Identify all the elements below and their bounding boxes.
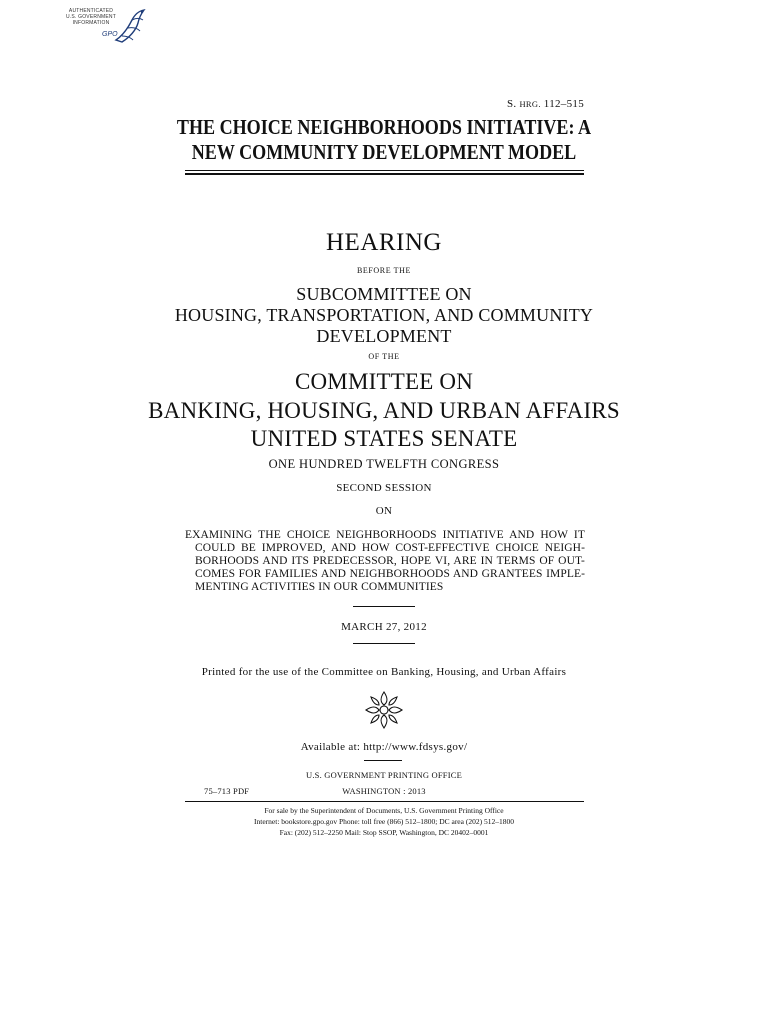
logo-line-1: AUTHENTICATED <box>68 8 114 14</box>
logo-line-3: INFORMATION <box>72 20 110 26</box>
subcommittee-line-3: DEVELOPMENT <box>316 326 452 346</box>
title-line-2: NEW COMMUNITY DEVELOPMENT MODEL <box>191 140 577 164</box>
hearing-prefix: S. <box>506 98 520 110</box>
session-label: SECOND SESSION <box>336 482 432 494</box>
pdf-number: 75–713 PDF <box>204 786 250 796</box>
senate-ornament-icon <box>364 690 404 730</box>
purpose-line-4: COMES FOR FAMILIES AND NEIGHBORHOODS AND GRANTEES IMPLE- <box>195 568 585 580</box>
sale-info-line-3: Fax: (202) 512–2250 Mail: Stop SSOP, Washington, DC 20402–0001 <box>279 828 489 837</box>
hearing-heading: HEARING <box>326 229 442 256</box>
logo-gpo-mark: GPO <box>102 31 118 38</box>
sale-info-line-2: Internet: bookstore.gpo.gov Phone: toll free (866) 512–1800; DC area (202) 512–1800 <box>254 817 514 826</box>
hearing-hrg: HRG. <box>519 99 541 109</box>
subcommittee-line-2: HOUSING, TRANSPORTATION, AND COMMUNITY <box>174 305 594 325</box>
place-year: WASHINGTON : 2013 <box>342 786 426 796</box>
available-at-link[interactable]: Available at: http://www.fdsys.gov/ <box>300 741 468 753</box>
title-rule-bottom <box>185 173 584 175</box>
on-label: ON <box>375 505 393 517</box>
gpo-authenticated-logo <box>58 4 148 48</box>
subcommittee-line-1: SUBCOMMITTEE ON <box>296 284 472 304</box>
of-the-label: OF THE <box>368 352 400 361</box>
title-line-1: THE CHOICE NEIGHBORHOODS INITIATIVE: A <box>176 115 592 139</box>
date-rule-top <box>353 606 415 607</box>
sale-info-line-1: For sale by the Superintendent of Documents, U.S. Government Printing Office <box>264 806 504 815</box>
footer-rule <box>185 801 584 802</box>
committee-line-1: COMMITTEE ON <box>294 369 474 394</box>
hearing-date: MARCH 27, 2012 <box>341 621 427 633</box>
hearing-purpose <box>185 529 585 594</box>
committee-line-3: UNITED STATES SENATE <box>250 426 518 451</box>
committee-line-2: BANKING, HOUSING, AND URBAN AFFAIRS <box>148 398 620 423</box>
printed-for-note: Printed for the use of the Committee on Banking, Housing, and Urban Affairs <box>201 666 567 678</box>
hearing-number <box>0 98 584 110</box>
congress-label: ONE HUNDRED TWELFTH CONGRESS <box>268 457 500 471</box>
gpo-office: U.S. GOVERNMENT PRINTING OFFICE <box>306 770 462 780</box>
purpose-line-1: EXAMINING THE CHOICE NEIGHBORHOODS INITIATIVE AND HOW IT <box>185 529 585 541</box>
purpose-line-3: BORHOODS AND ITS PREDECESSOR, HOPE VI, ARE IN TERMS OF OUT- <box>195 555 585 567</box>
purpose-line-5: MENTING ACTIVITIES IN OUR COMMUNITIES <box>195 581 444 593</box>
purpose-line-2: COULD BE IMPROVED, AND HOW COST-EFFECTIVE CHOICE NEIGH- <box>195 542 585 554</box>
logo-line-2: U.S. GOVERNMENT <box>66 14 116 20</box>
before-the-label: BEFORE THE <box>356 266 412 275</box>
date-rule-bottom <box>353 643 415 644</box>
title-rule-top <box>185 170 584 171</box>
hearing-number-value: 112–515 <box>540 98 584 110</box>
available-rule <box>364 760 402 761</box>
eagle-icon <box>108 6 148 48</box>
